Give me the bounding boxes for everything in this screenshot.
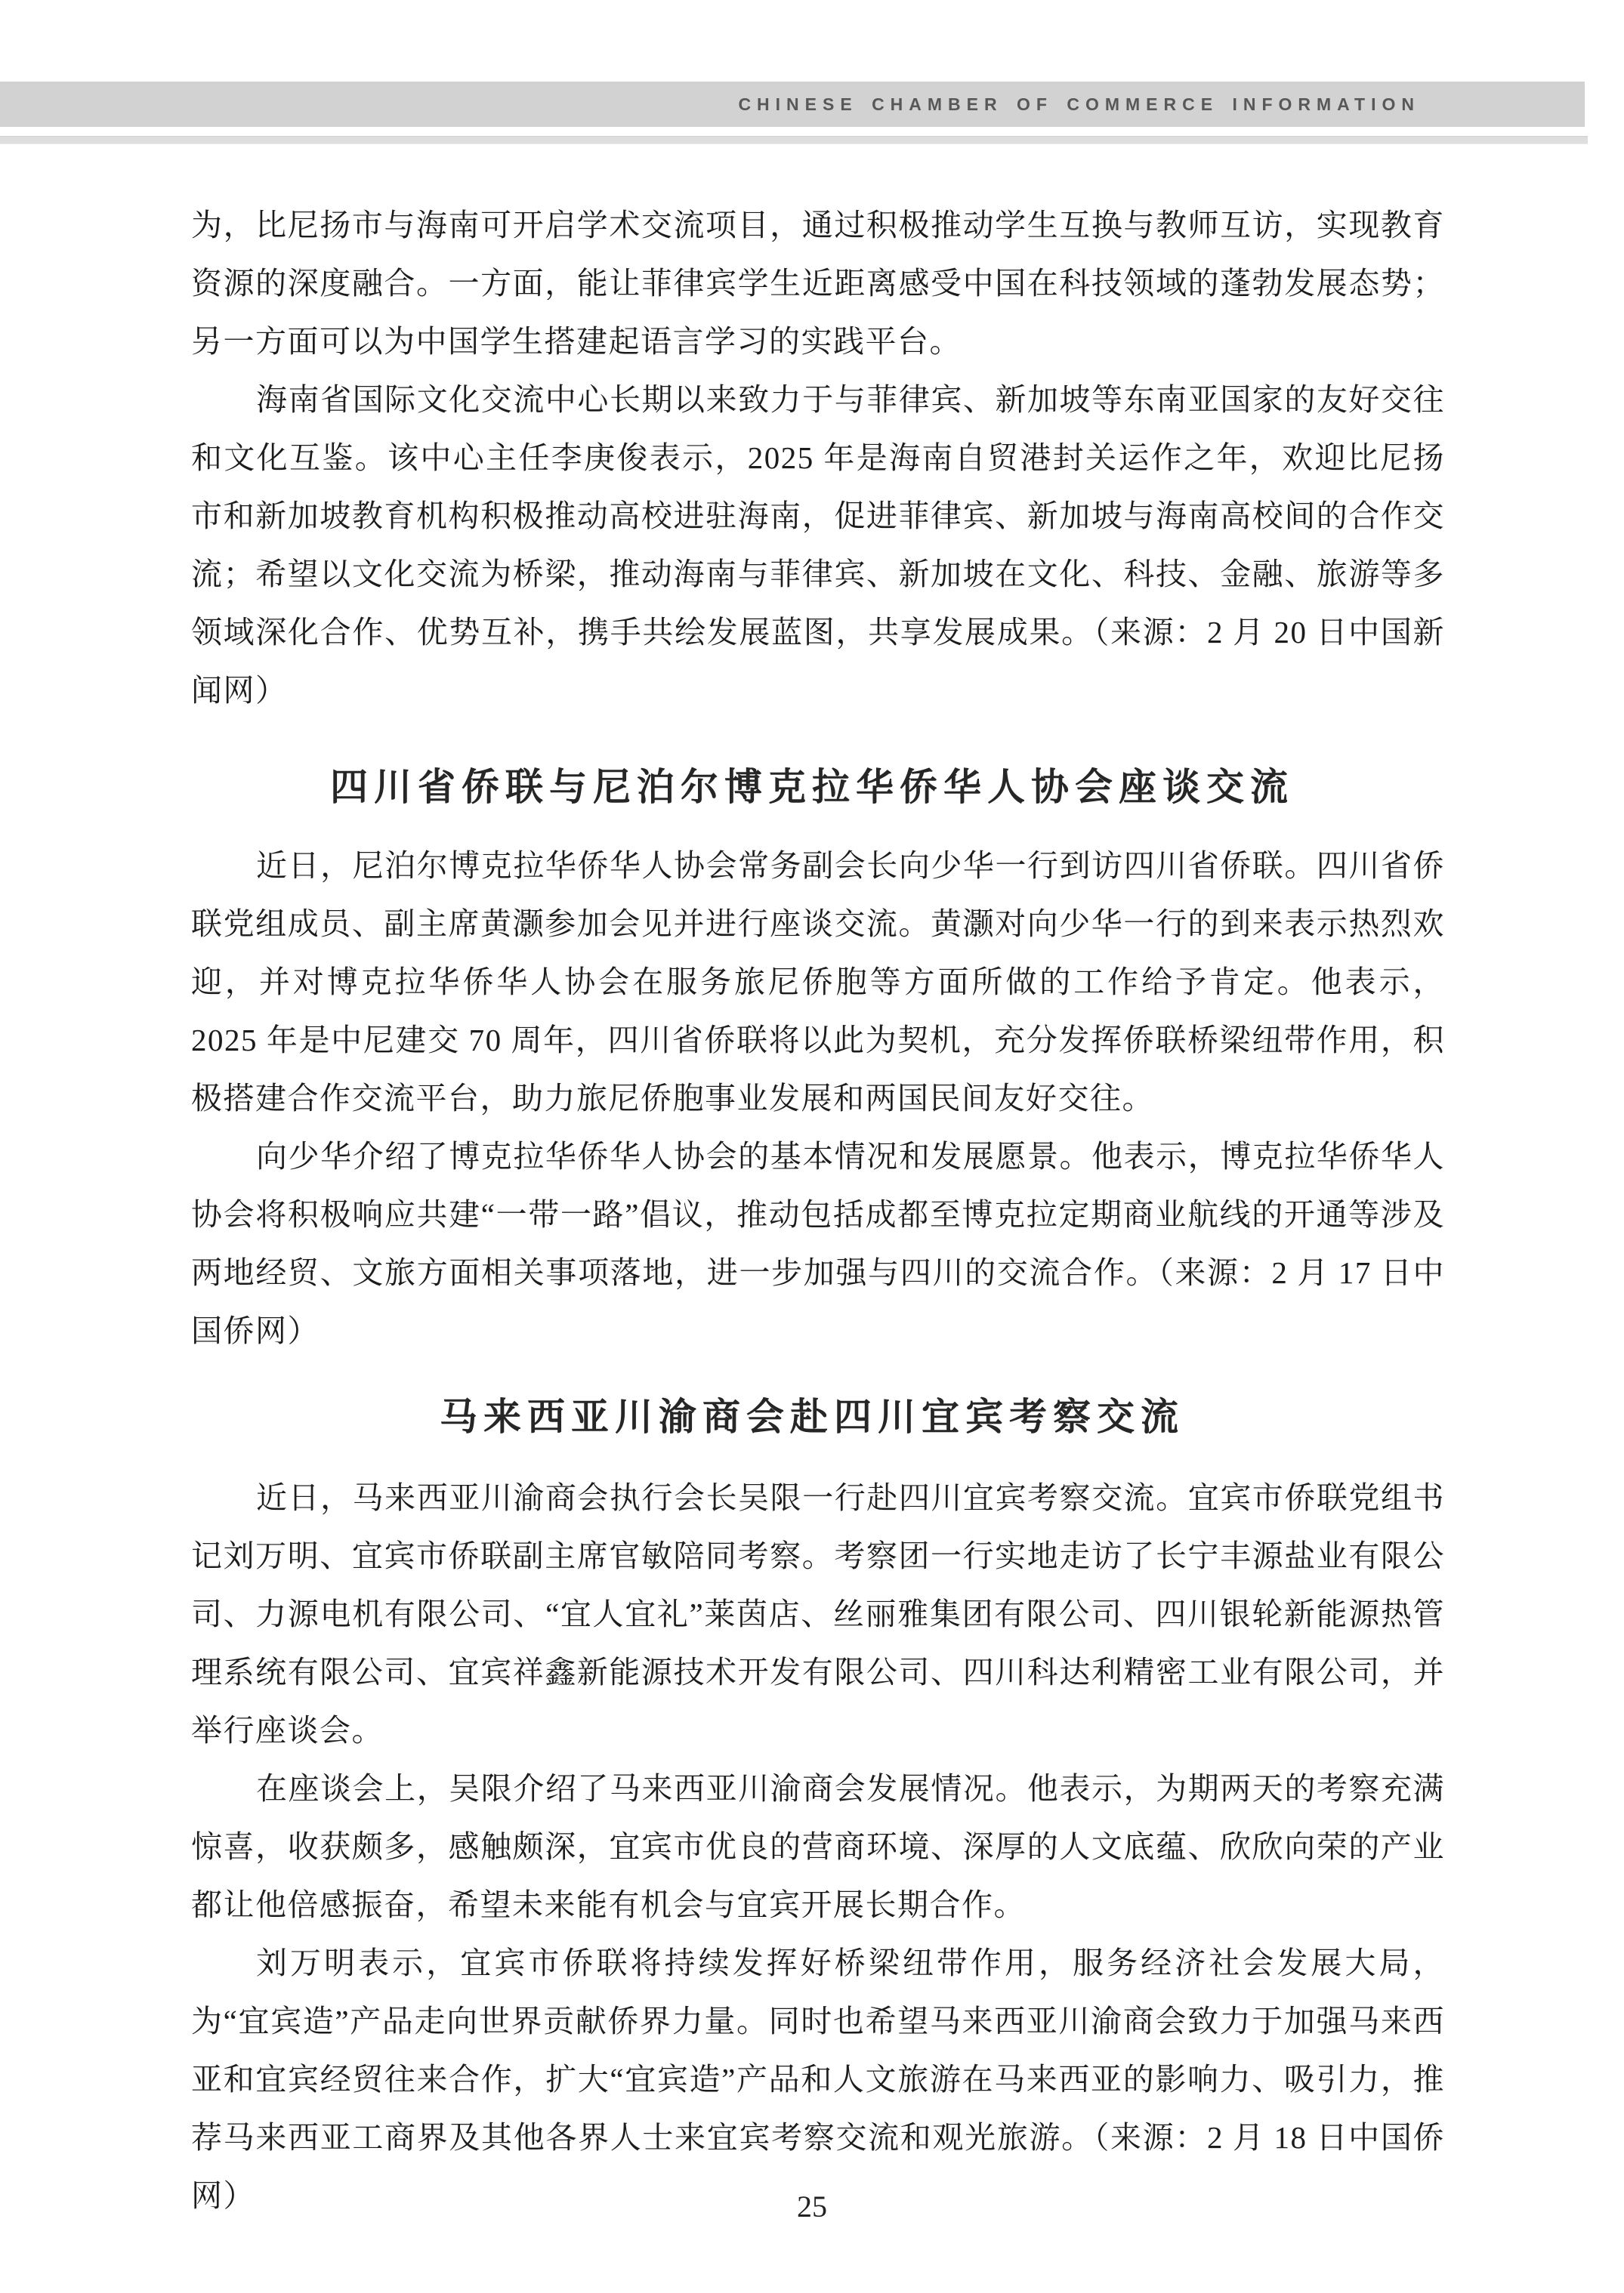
article-title-malaysia-yibin: 马来西亚川渝商会赴四川宜宾考察交流 — [440, 1396, 1184, 1438]
article-malaysia-yibin-body — [191, 1469, 1445, 2225]
paragraph: 近日，尼泊尔博克拉华侨华人协会常务副会长向少华一行到访四川省侨联。四川省侨联党组成员、副主席黄灏参加会见并进行座谈交流。黄灏对向少华一行的到来表示热烈欢迎，并对博克拉华侨华人协会在服务旅尼侨胞等方面所做的工作给予肯定。他表示，2025 年是中尼建交 70 周年，四川省侨联将以此为契机，充分发挥侨联桥梁纽带作用，积极搭建合作交流平台，助力旅尼侨胞事业发展和两国民间友好交往。 — [191, 848, 1445, 1116]
article-sichuan-nepal-body — [191, 837, 1445, 1360]
page-number: 25 — [797, 2190, 827, 2224]
paragraph: 刘万明表示，宜宾市侨联将持续发挥好桥梁纽带作用，服务经济社会发展大局，为“宜宾造”产品走向世界贡献侨界力量。同时也希望马来西亚川渝商会致力于加强马来西亚和宜宾经贸往来合作，扩大“宜宾造”产品和人文旅游在马来西亚的影响力、吸引力，推荐马来西亚工商界及其他各界人士来宜宾考察交流和观光旅游。（来源：2 月 18 日中国侨网） — [191, 1946, 1445, 2213]
article-title-sichuan-nepal: 四川省侨联与尼泊尔博克拉华侨华人协会座谈交流 — [330, 766, 1294, 808]
continuation-text-block — [191, 196, 1445, 720]
paragraph: 向少华介绍了博克拉华侨华人协会的基本情况和发展愿景。他表示，博克拉华侨华人协会将积极响应共建“一带一路”倡议，推动包括成都至博克拉定期商业航线的开通等涉及两地经贸、文旅方面相关事项落地，进一步加强与四川的交流合作。（来源：2 月 17 日中国侨网） — [191, 1139, 1445, 1348]
paragraph: 为，比尼扬市与海南可开启学术交流项目，通过积极推动学生互换与教师互访，实现教育资源的深度融合。一方面，能让菲律宾学生近距离感受中国在科技领域的蓬勃发展态势；另一方面可以为中国学生搭建起语言学习的实践平台。 — [191, 208, 1445, 359]
header-banner-text: CHINESE CHAMBER OF COMMERCE INFORMATION — [738, 94, 1420, 114]
header-band — [0, 82, 1585, 127]
paragraph: 近日，马来西亚川渝商会执行会长吴限一行赴四川宜宾考察交流。宜宾市侨联党组书记刘万明、宜宾市侨联副主席官敏陪同考察。考察团一行实地走访了长宁丰源盐业有限公司、力源电机有限公司、“宜人宜礼”莱茵店、丝丽雅集团有限公司、四川银轮新能源热管理系统有限公司、宜宾祥鑫新能源技术开发有限公司、四川科达利精密工业有限公司，并举行座谈会。 — [191, 1480, 1445, 1748]
header-divider-bar — [0, 136, 1588, 144]
paragraph: 海南省国际文化交流中心长期以来致力于与菲律宾、新加坡等东南亚国家的友好交往和文化互鉴。该中心主任李庚俊表示，2025 年是海南自贸港封关运作之年，欢迎比尼扬市和新加坡教育机构积极推动高校进驻海南，促进菲律宾、新加坡与海南高校间的合作交流；希望以文化交流为桥梁，推动海南与菲律宾、新加坡在文化、科技、金融、旅游等多领域深化合作、优势互补，携手共绘发展蓝图，共享发展成果。（来源：2 月 20 日中国新闻网） — [191, 382, 1445, 708]
paragraph: 在座谈会上，吴限介绍了马来西亚川渝商会发展情况。他表示，为期两天的考察充满惊喜，收获颇多，感触颇深，宜宾市优良的营商环境、深厚的人文底蕴、欣欣向荣的产业都让他倍感振奋，希望未来能有机会与宜宾开展长期合作。 — [191, 1771, 1445, 1922]
